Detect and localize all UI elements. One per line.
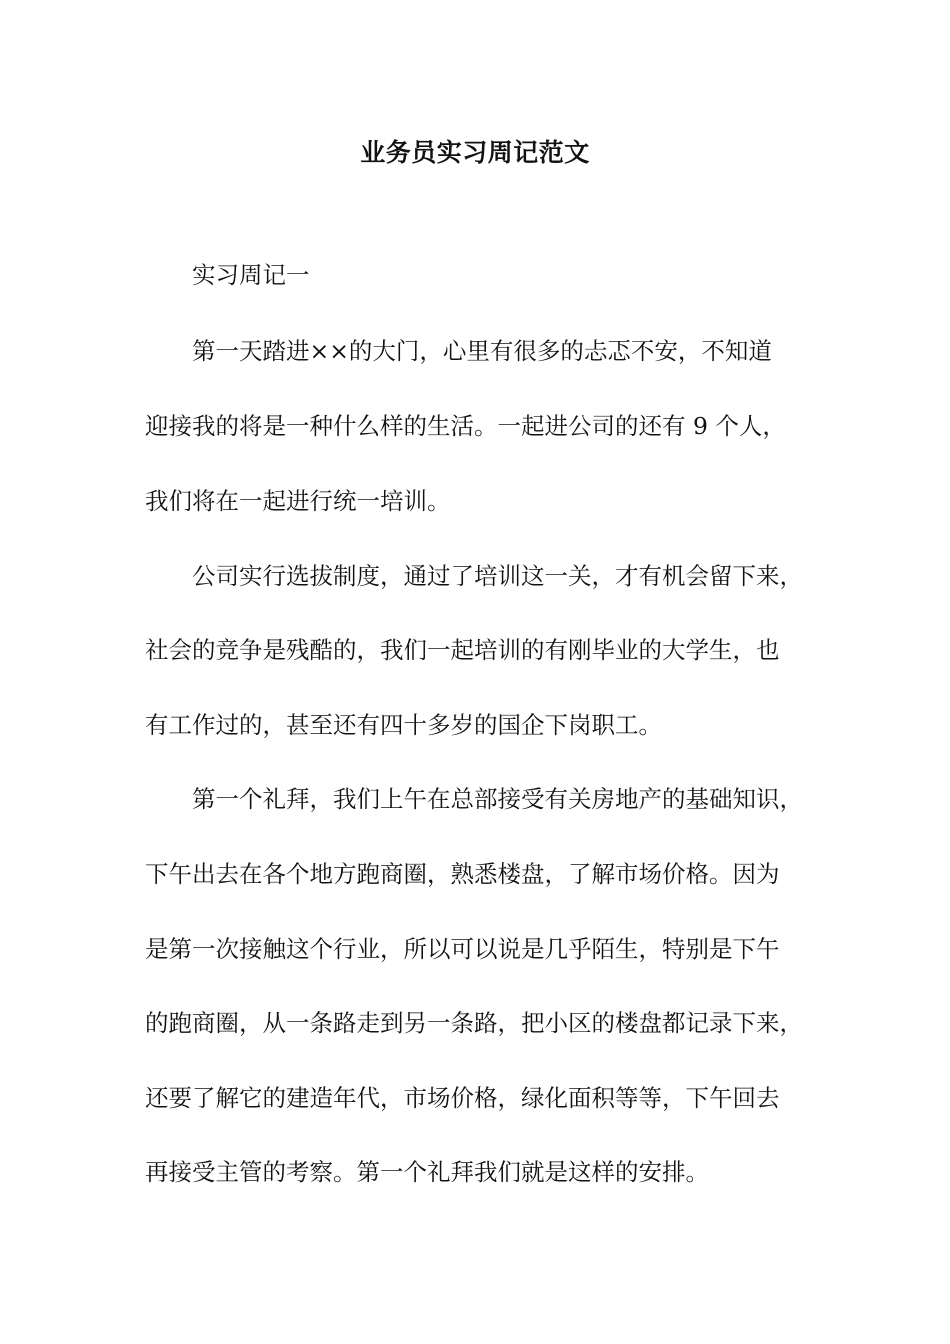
paragraph-line: 有工作过的，甚至还有四十多岁的国企下岗职工。 [145, 711, 662, 739]
paragraph-line: 我们将在一起进行统一培训。 [145, 487, 451, 515]
paragraph-line: 社会的竞争是残酷的，我们一起培训的有刚毕业的大学生，也 [145, 636, 780, 664]
paragraph-line: 再接受主管的考察。第一个礼拜我们就是这样的安排。 [145, 1158, 709, 1186]
paragraph-line: 迎接我的将是一种什么样的生活。一起进公司的还有 9 个人， [145, 412, 786, 440]
paragraph-line: 第一天踏进××的大门，心里有很多的忐忑不安，不知道 [192, 337, 772, 365]
paragraph-line: 的跑商圈，从一条路走到另一条路，把小区的楼盘都记录下来， [145, 1009, 803, 1037]
document-title: 业务员实习周记范文 [360, 138, 590, 167]
paragraph-line: 第一个礼拜，我们上午在总部接受有关房地产的基础知识， [192, 785, 803, 813]
paragraph-line: 是第一次接触这个行业，所以可以说是几乎陌生，特别是下午 [145, 935, 780, 963]
paragraph-line: 还要了解它的建造年代，市场价格，绿化面积等等，下午回去 [145, 1084, 780, 1112]
paragraph-line: 公司实行选拔制度，通过了培训这一关，才有机会留下来， [192, 562, 803, 590]
section-heading: 实习周记一 [192, 261, 310, 289]
paragraph-line: 下午出去在各个地方跑商圈，熟悉楼盘，了解市场价格。因为 [145, 860, 780, 888]
